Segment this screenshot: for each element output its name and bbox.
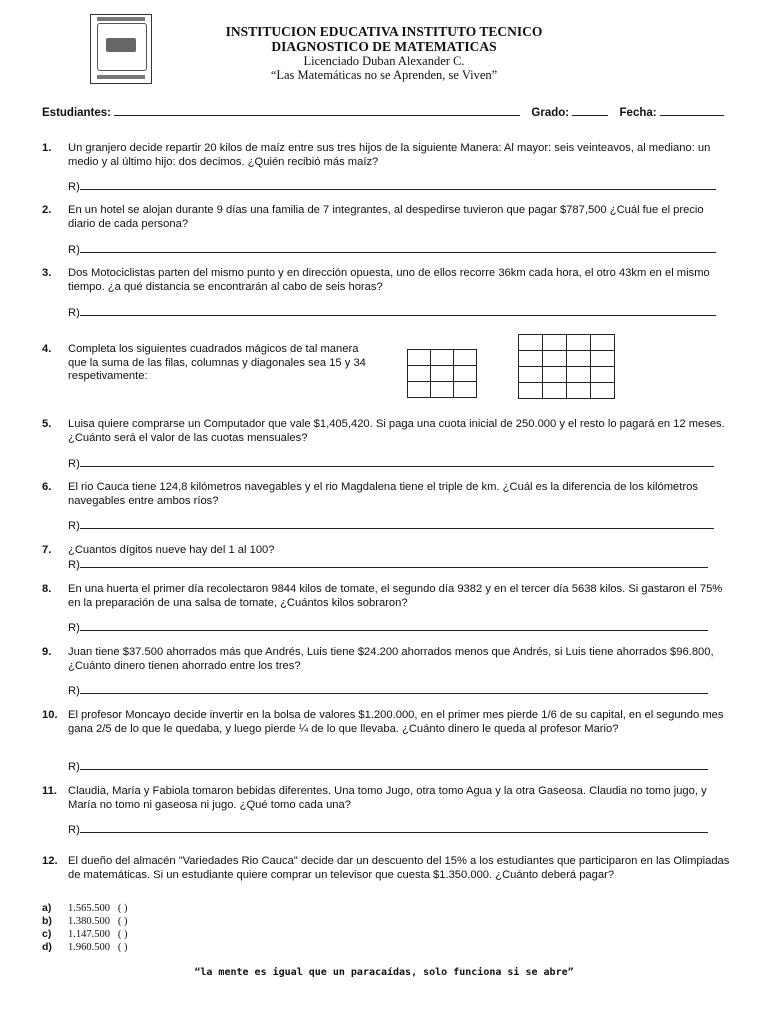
answer-label: R) <box>68 520 80 532</box>
answer-line-1[interactable] <box>68 179 716 193</box>
question-text: El profesor Moncayo decide invertir en la bolsa de valores $1.200.000, en el primer mes pierde 1/6 de su capital, en el segundo mes gana 2/5 de lo que le quedaba, y luego pierde ¼ de lo que llevaba. ¿Cuánto dinero le queda al profesor Mario? <box>68 709 724 735</box>
grid-cell[interactable] <box>454 382 477 398</box>
option-letter: a) <box>42 902 52 914</box>
document-header <box>160 24 608 82</box>
logo-bottom-band <box>97 75 145 79</box>
question-text: Completa los siguientes cuadrados mágicos de tal manera que la suma de las filas, columnas y diagonales sea 15 y 34 respetivamente: <box>68 343 366 382</box>
option-a[interactable] <box>42 902 128 915</box>
option-d[interactable] <box>42 941 128 954</box>
school-logo <box>90 14 152 84</box>
question-number: 3. <box>42 267 52 279</box>
grade-field[interactable] <box>572 104 608 116</box>
question-number: 9. <box>42 646 52 658</box>
question-number: 12. <box>42 855 58 867</box>
grid-cell[interactable] <box>591 367 615 383</box>
grid-cell[interactable] <box>408 350 431 366</box>
answer-label: R) <box>68 244 80 256</box>
question-text: En un hotel se alojan durante 9 días una familia de 7 integrantes, al despedirse tuvieron que pagar $787,500 ¿Cuál fue el precio diario de cada persona? <box>68 204 704 230</box>
answer-line-3[interactable] <box>68 305 716 319</box>
teacher-name: Licenciado Duban Alexander C. <box>303 54 465 68</box>
question-6 <box>42 481 732 508</box>
answer-line-7[interactable] <box>68 557 708 571</box>
answer-label: R) <box>68 761 80 773</box>
option-letter: b) <box>42 915 52 927</box>
answer-line-6[interactable] <box>68 518 714 532</box>
document-title: DIAGNOSTICO DE MATEMATICAS <box>271 39 497 54</box>
question-number: 8. <box>42 583 52 595</box>
option-checkbox[interactable]: ( ) <box>117 942 128 953</box>
magic-square-3x3 <box>407 349 477 398</box>
grid-cell[interactable] <box>408 366 431 382</box>
question-number: 1. <box>42 142 52 154</box>
students-field[interactable] <box>114 104 520 116</box>
grid-cell[interactable] <box>567 335 591 351</box>
magic-square-4x4 <box>518 334 615 399</box>
date-field[interactable] <box>660 104 724 116</box>
question-text: Dos Motociclistas parten del mismo punto y en dirección opuesta, uno de ellos recorre 36km cada hora, el otro 43km en el mismo tiempo. ¿a qué distancia se encontrarán al cabo de seis horas? <box>68 267 710 293</box>
option-value: 1.960.500 <box>68 942 110 953</box>
grid-cell[interactable] <box>431 366 454 382</box>
grid-cell[interactable] <box>591 383 615 399</box>
option-value: 1.565.500 <box>68 903 110 914</box>
question-number: 2. <box>42 204 52 216</box>
question-10 <box>42 709 732 736</box>
answer-label: R) <box>68 824 80 836</box>
option-letter: d) <box>42 941 52 953</box>
option-b[interactable] <box>42 915 128 928</box>
question-number: 10. <box>42 709 58 721</box>
answer-label: R) <box>68 559 80 571</box>
question-1 <box>42 142 732 169</box>
answer-label: R) <box>68 622 80 634</box>
question-number: 5. <box>42 418 52 430</box>
institution-name: INSTITUCION EDUCATIVA INSTITUTO TECNICO <box>225 24 543 39</box>
answer-line-5[interactable] <box>68 456 714 470</box>
grid-cell[interactable] <box>431 382 454 398</box>
option-checkbox[interactable]: ( ) <box>117 929 128 940</box>
question-4 <box>42 343 372 384</box>
option-value: 1.380.500 <box>68 916 110 927</box>
question-3 <box>42 267 732 294</box>
grid-cell[interactable] <box>519 383 543 399</box>
question-11 <box>42 785 732 812</box>
question-text: Juan tiene $37.500 ahorrados más que Andrés, Luis tiene $24.200 ahorrados menos que Andrés, si Luis tiene ahorrados $96.800, ¿Cuánto dinero tienen ahorrado entre los tres? <box>68 646 714 672</box>
option-value: 1.147.500 <box>68 929 110 940</box>
grid-cell[interactable] <box>591 351 615 367</box>
question-text: Claudia, María y Fabiola tomaron bebidas diferentes. Una tomo Jugo, otra tomo Agua y la otra Gaseosa. Claudia no tomo jugo, y María no tomo ni gaseosa ni jugo. ¿Qué tomo cada una? <box>68 785 707 811</box>
question-9 <box>42 646 732 673</box>
grid-cell[interactable] <box>519 367 543 383</box>
answer-label: R) <box>68 181 80 193</box>
question-text: El rio Cauca tiene 124,8 kilómetros navegables y el rio Magdalena tiene el triple de km. ¿Cuál es la diferencia de los kilómetros navegables entre ambos ríos? <box>68 481 698 507</box>
answer-line-9[interactable] <box>68 683 708 697</box>
student-info-line <box>42 104 732 119</box>
question-text: En una huerta el primer día recolectaron 9844 kilos de tomate, el segundo día 9382 y en el tercer día 5638 kilos. Si gastaron el 75% en la preparación de una salsa de tomate, ¿Cuántos kilos sobraron? <box>68 583 723 609</box>
question-number: 7. <box>42 544 52 556</box>
grid-cell[interactable] <box>519 335 543 351</box>
answer-label: R) <box>68 458 80 470</box>
option-checkbox[interactable]: ( ) <box>117 916 128 927</box>
grade-label: Grado: <box>531 107 570 119</box>
logo-emblem <box>97 23 147 71</box>
answer-line-11[interactable] <box>68 822 708 836</box>
question-text: ¿Cuantos dígitos nueve hay del 1 al 100? <box>68 544 275 556</box>
question-text: Luisa quiere comprarse un Computador que vale $1,405,420. Si paga una cuota inicial de 250.000 y el resto lo pagará en 12 meses. ¿Cuánto será el valor de las cuotas mensuales? <box>68 418 725 444</box>
footer-quote: “la mente es igual que un paracaídas, solo funciona si se abre” <box>194 967 574 978</box>
grid-cell[interactable] <box>519 351 543 367</box>
grid-cell[interactable] <box>543 383 567 399</box>
question-number: 6. <box>42 481 52 493</box>
motto: “Las Matemáticas no se Aprenden, se Viven” <box>270 68 498 82</box>
answer-label: R) <box>68 685 80 697</box>
grid-cell[interactable] <box>543 335 567 351</box>
answer-line-2[interactable] <box>68 242 716 256</box>
grid-cell[interactable] <box>591 335 615 351</box>
grid-cell[interactable] <box>431 350 454 366</box>
question-7 <box>42 544 732 558</box>
question-2 <box>42 204 732 231</box>
logo-top-band <box>97 17 145 21</box>
question-text: Un granjero decide repartir 20 kilos de maíz entre sus tres hijos de la siguiente Manera: Al mayor: seis veinteavos, al mediano: un medio y al último hijo: dos decimos. ¿Quién recibió más maíz? <box>68 142 711 168</box>
answer-line-10[interactable] <box>68 759 708 773</box>
answer-line-8[interactable] <box>68 620 708 634</box>
grid-cell[interactable] <box>454 366 477 382</box>
question-text: El dueño del almacén "Variedades Rio Cauca" decide dar un descuento del 15% a los estudiantes que participaron en las Olimpiadas de matemáticas. Si un estudiante quiere comprar un televisor que cuesta $1.350.000. ¿Cuánto deberá pagar? <box>68 855 730 881</box>
grid-cell[interactable] <box>567 351 591 367</box>
answer-label: R) <box>68 307 80 319</box>
question-8 <box>42 583 732 610</box>
question-number: 4. <box>42 343 52 355</box>
question-5 <box>42 418 732 445</box>
option-c[interactable] <box>42 928 128 941</box>
option-checkbox[interactable]: ( ) <box>117 903 128 914</box>
question-12 <box>42 855 732 882</box>
grid-cell[interactable] <box>567 367 591 383</box>
grid-cell[interactable] <box>454 350 477 366</box>
question-number: 11. <box>42 785 57 797</box>
grid-cell[interactable] <box>567 383 591 399</box>
option-letter: c) <box>42 928 52 940</box>
grid-cell[interactable] <box>543 367 567 383</box>
students-label: Estudiantes: <box>42 107 112 119</box>
grid-cell[interactable] <box>408 382 431 398</box>
date-label: Fecha: <box>619 107 657 119</box>
grid-cell[interactable] <box>543 351 567 367</box>
